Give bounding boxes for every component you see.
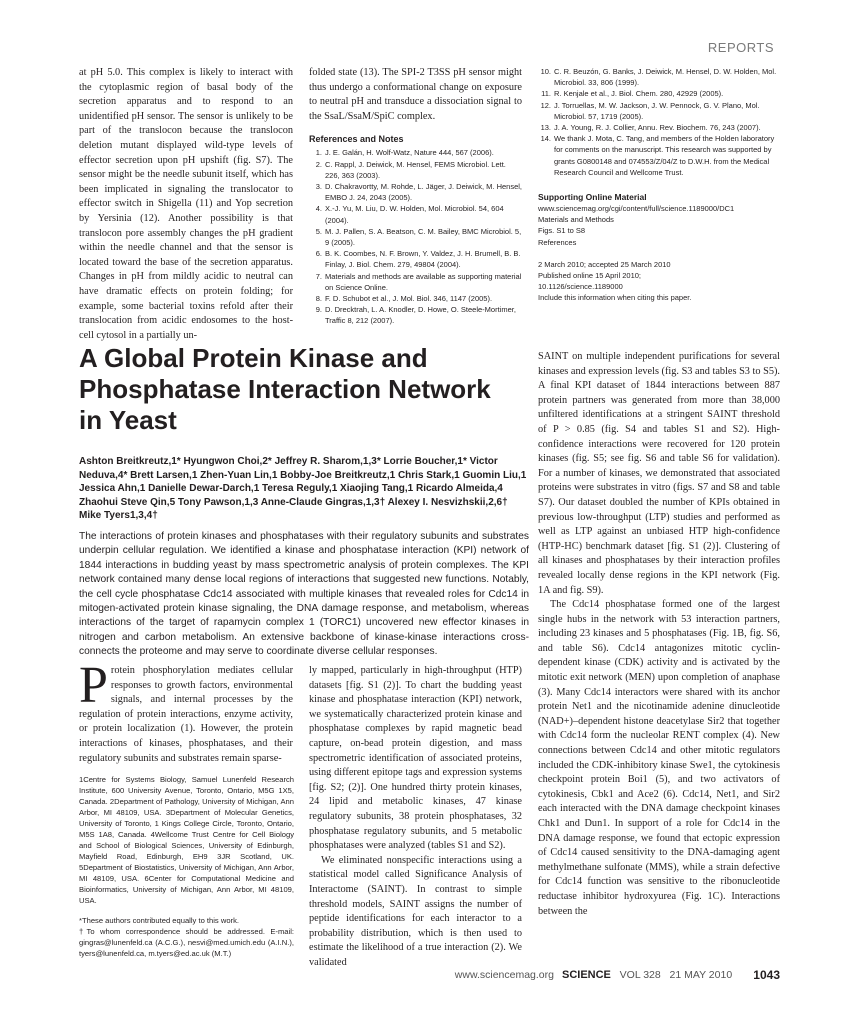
reference-item xyxy=(309,248,522,270)
reference-text: Materials and methods are available as supporting material on Science Online. xyxy=(325,271,522,292)
references-heading: References and Notes xyxy=(309,134,404,145)
footnote-equal-contribution: *These authors contributed equally to this work. xyxy=(79,916,239,925)
date-line: Published online 15 April 2010; xyxy=(538,271,641,281)
reference-item xyxy=(309,181,522,203)
body-col2-paragraph: ly mapped, particularly in high-throughput (HTP) datasets [fig. S1 (2)]. To chart the budding yeast kinase and phosphatase interaction (KPI) network, we systematically characterized protein kinase and phosphatase complexes by rapid magnetic bead capture, on-bead protein digestion, and mass spectrometric identification of associated proteins, using different epitope tags and expression systems [fig. S2; (2)]. One hundred thirty protein kinases, 24 lipid and metabolic kinases, 47 kinase regulatory subunits, 38 protein phosphatases, 32 phosphatase regulatory subunits, and 5 metabolic phosphatases were analyzed (tables S1 and S2). xyxy=(309,665,522,852)
reference-item xyxy=(309,293,522,304)
reference-number: 10. xyxy=(540,67,551,76)
date-line: Include this information when citing this paper. xyxy=(538,293,692,303)
page-number: 1043 xyxy=(753,968,780,982)
reference-item xyxy=(309,304,522,326)
reference-number: 13. xyxy=(540,123,551,133)
reference-number: 5. xyxy=(315,226,322,236)
reference-text: J. E. Galán, H. Wolf-Watz, Nature 444, 567 (2006). xyxy=(325,148,494,158)
footnote-correspondence: †To whom correspondence should be addressed. E-mail: gingras@lunenfeld.ca (A.C.G.), nesvi@med.umich.edu (A.I.N.), tyers@lunenfeld.ca, m.tyers@ed.ac.uk (M.T.) xyxy=(79,927,294,958)
reference-number: 12. xyxy=(540,100,551,110)
reference-number: 3. xyxy=(315,181,322,191)
volume: VOL 328 xyxy=(619,969,661,981)
reference-item xyxy=(538,122,780,133)
body-col3 xyxy=(538,350,780,919)
body-col1 xyxy=(79,657,293,766)
reference-item xyxy=(309,271,522,293)
section-header: REPORTS xyxy=(707,40,774,55)
reference-item xyxy=(309,147,522,158)
reference-text: F. D. Schubot et al., J. Mol. Biol. 346, 1147 (2005). xyxy=(325,294,493,304)
reference-text: D. Drecktrah, L. A. Knodler, D. Howe, O. Steele-Mortimer, Traffic 8, 212 (2007). xyxy=(325,305,516,326)
date-line: 2 March 2010; accepted 25 March 2010 xyxy=(538,259,671,269)
date-line: 10.1126/science.1189000 xyxy=(538,282,623,292)
abstract: The interactions of protein kinases and phosphatases with their regulatory subunits and substrates underpin cellular regulation. We identified a kinase and phosphatase interaction (KPI) network of 1844 interactions in budding yeast by mass spectrometric analysis of protein complexes. The KPI network contained many dense local regions of interactions that suggested new functions. Notably, the cell cycle phosphatase Cdc14 associated with multiple kinases that revealed roles for Cdc14 in mitogen-activated protein kinase signaling, the DNA damage response, and metabolism, whereas interactions of the target of rapamycin complex 1 (TORC1) uncovered new effector kinases in nitrogen and carbon metabolism. An extensive backbone of kinase-kinase interactions cross-connects the proteome and may serve to coordinate diverse cellular responses. xyxy=(79,531,529,658)
previous-article-col2-text: folded state (13). The SPI-2 T3SS pH sensor might thus undergo a conformational change on exposure to neutral pH and transduce a dissociation signal to the SsaL/SsaM/SpiC complex. xyxy=(309,67,522,122)
reference-item xyxy=(309,203,522,225)
reference-item xyxy=(538,100,780,122)
author-list: Ashton Breitkreutz,1* Hyungwon Choi,2* Jeffrey R. Sharom,1,3* Lorrie Boucher,1* Victor Neduva,4* Brett Larsen,1 Zhen-Yuan Lin,1 Bobby-Joe Breitkreutz,1 Chris Stark,1 Guomin Liu,1 Jessica Ahn,1 Danielle Dewar-Darch,1 Teresa Reguly,1 Xiaojing Tang,1 Ricardo Almeida,4 Zhaohui Steve Qin,5 Tony Pawson,1,3 Anne-Claude Gingras,1,3† Alexey I. Nesvizhskii,2,6† Mike Tyers1,3,4† xyxy=(79,456,527,521)
reference-text: D. Chakravortty, M. Rohde, L. Jäger, J. Deiwick, M. Hensel, EMBO J. 24, 2043 (2005). xyxy=(325,181,523,203)
issue-date: 21 MAY 2010 xyxy=(669,969,733,981)
previous-article-col1: at pH 5.0. This complex is likely to interact with the cytoplasmic region of basal body of the secretion apparatus and to respond to an unidentified pH sensor. The sensor is unlikely to be part of the translocon because the translocon deletion mutant displayed wild-type levels of effector secretion upon pH upshift (fig. S7). The sensor might be the needle subunit itself, which has been implicated in signaling the translocator to effector switch in Shigella (11) and Yop secretion by Yersinia (12). Another possibility is that translocon pore assembly changes the pH gradient within the needle channel and that the sensor is located toward the base of the secretion apparatus. Changes in pH from mildly acidic to neutral can have dramatic effects on protein folding; for example, some bacterial toxins refold after their translocation from acidic endosomes to the host-cell cytosol in a partially un- xyxy=(79,67,293,341)
reference-item xyxy=(309,159,522,181)
reference-number: 7. xyxy=(315,271,322,281)
reference-number: 4. xyxy=(315,204,322,214)
reference-text: C. R. Beuzón, G. Banks, J. Deiwick, M. Hensel, D. W. Holden, Mol. Microbiol. 33, 806 (1999). xyxy=(554,67,777,88)
previous-article-col3 xyxy=(538,66,780,304)
reference-text: M. J. Pallen, S. A. Beatson, C. M. Bailey, BMC Microbiol. 5, 9 (2005). xyxy=(325,226,522,247)
body-col2-paragraph: We eliminated nonspecific interactions using a statistical model called Significance Analysis of Interactome (SAINT). In contrast to simple threshold models, SAINT assigns the number of peptide identifications for each interactor to a probability distribution, which is then used to estimate the likelihood of a true interaction (2). We validated xyxy=(309,854,522,968)
reference-text: C. Rappl, J. Deiwick, M. Hensel, FEMS Microbiol. Lett. 226, 363 (2003). xyxy=(325,159,506,180)
reference-number: 2. xyxy=(315,159,322,169)
reference-text: J. Torruellas, M. W. Jackson, J. W. Pennock, G. V. Plano, Mol. Microbiol. 57, 1719 (2005). xyxy=(554,100,760,121)
som-heading: Supporting Online Material xyxy=(538,192,647,203)
reference-text: B. K. Coombes, N. F. Brown, Y. Valdez, J. H. Brumell, B. B. Finlay, J. Biol. Chem. 279, 49804 (2004). xyxy=(325,249,521,270)
reference-number: 8. xyxy=(315,294,322,304)
article-dates xyxy=(538,259,780,304)
footer-url: www.sciencemag.org xyxy=(454,969,554,981)
article-title: A Global Protein Kinase and Phosphatase Interaction Network in Yeast xyxy=(79,343,491,435)
footer-journal-info xyxy=(562,969,732,981)
reference-text: We thank J. Mota, C. Tang, and members of the Holden laboratory for comments on the manuscript. This research was supported by grants G0800148 and 074553/Z/04/Z to D.W.H. from the Medical Research Council and Wellcome Trust. xyxy=(554,134,775,177)
reference-number: 11. xyxy=(541,89,551,99)
body-col3-paragraph: SAINT on multiple independent purifications for several kinases and expression levels (fig. S3 and tables S3 to S5). A final KPI dataset of 1844 interactions between 887 protein partners was generated from more than 38,000 unfiltered identifications at a stringent SAINT threshold of P > 0.85 (fig. S4 and tables S1 and S2). High-confidence interactions were recovered for 120 protein kinases (fig. S5; see fig. S6 and table S6 for validation). For a number of kinases, we demonstrated that associated proteins were substrates in vitro (figs. S7 and S8 and table S7). Our dataset doubled the number of KPIs obtained in previous low-throughput (LTP) studies and performed as well as LTP against an unbiased HTP high-confidence (HTP-HC) benchmark dataset [fig. S1 (2)]. Clustering of all kinases and phosphatases by their interaction profiles revealed locally dense regions in the KPI network (Fig. 1A and fig. S9). xyxy=(538,351,780,596)
reference-text: J. A. Young, R. J. Collier, Annu. Rev. Biochem. 76, 243 (2007). xyxy=(554,123,761,133)
affiliations xyxy=(79,774,294,959)
reference-number: 9. xyxy=(315,305,322,315)
reference-text: X.-J. Yu, M. Liu, D. W. Holden, Mol. Microbiol. 54, 604 (2004). xyxy=(325,204,504,225)
reference-text: R. Kenjale et al., J. Biol. Chem. 280, 42929 (2005). xyxy=(554,89,724,99)
reference-item xyxy=(538,133,780,178)
drop-cap: P xyxy=(79,657,108,714)
som-line: www.sciencemag.org/cgi/content/full/science.1189000/DC1 xyxy=(538,204,735,214)
reference-number: 6. xyxy=(315,249,322,259)
body-col3-paragraph: The Cdc14 phosphatase formed one of the largest single hubs in the network with 53 interaction partners, including 23 kinases and 5 phosphatases (Fig. 1B, fig. S6, and table S6). Cdc14 antagonizes mitotic cyclin-dependent kinase (CDK) activity and is activated by the mitotic exit network (MEN) upon completion of anaphase (3). Many Cdc14 interactors were shared with its anchor protein Net1 and the nicotinamide adenine dinucleotide (NAD+)–dependent histone deacetylase Sir2 that together with Cdc14 form the nucleolar RENT complex (4). New connections between Cdc14 and other mitotic regulators included the CDK-inhibitory kinase Swe1, the cytokinesis checkpoint protein Boi1 (5), and two activators of cytokinesis, Cbk1 and Ace2 (6). Cdc14, Net1, and Sir2 each interacted with the DNA damage checkpoint kinases Chk1 and Dun1. In support of a role for Cdc14 in the DNA damage response, we found that ectopic expression of Cdc14 caused sensitivity to the DNA-damaging agent methylmethane sulfonate (MMS), while a strain defective for Cdc14 function was sensitive to the ribonucleotide reductase inhibitor hydroxyurea (Fig. 1C). Interactions between the xyxy=(538,599,780,917)
reference-item xyxy=(538,66,780,88)
body-col2 xyxy=(309,664,522,970)
reference-number: 14. xyxy=(540,134,551,144)
references-list-col3 xyxy=(538,66,780,178)
previous-article-col2 xyxy=(309,66,522,327)
som-lines xyxy=(538,203,780,248)
affiliation-text: 1Centre for Systems Biology, Samuel Lunenfeld Research Institute, 600 University Avenue, Toronto, Ontario, M5G 1X5, Canada. 2Department of Pathology, University of Michigan, Ann Arbor, MI 48109, USA. 3Department of Molecular Genetics, University of Toronto, 1 Kings College Circle, Toronto, Ontario, M5S 1A8, Canada. 4Wellcome Trust Centre for Cell Biology and School of Biological Sciences, University of Edinburgh, Mayfield Road, Edinburgh, EH9 3JR Scotland, UK. 5Department of Biostatistics, University of Michigan, Ann Arbor, MI 48109, USA. 6Center for Computational Medicine and Bioinformatics, University of Michigan, Ann Arbor, MI 48109, USA. xyxy=(79,775,294,905)
references-list-col2 xyxy=(309,147,522,326)
som-line: References xyxy=(538,237,577,247)
som-line: Materials and Methods xyxy=(538,215,614,225)
som-line: Figs. S1 to S8 xyxy=(538,226,586,236)
reference-item xyxy=(309,226,522,248)
reference-number: 1. xyxy=(315,148,322,158)
page-footer xyxy=(0,969,860,983)
body-col1-text: rotein phosphorylation mediates cellular responses to growth factors, environmental signals, and internal processes by the regulation of protein interactions, enzyme activity, or protein localization (1). However, the protein interactions of kinases, phosphatases, and their regulatory subunits and substrates remain sparse- xyxy=(79,665,293,764)
reference-item xyxy=(538,88,780,99)
journal-name: SCIENCE xyxy=(562,969,611,981)
